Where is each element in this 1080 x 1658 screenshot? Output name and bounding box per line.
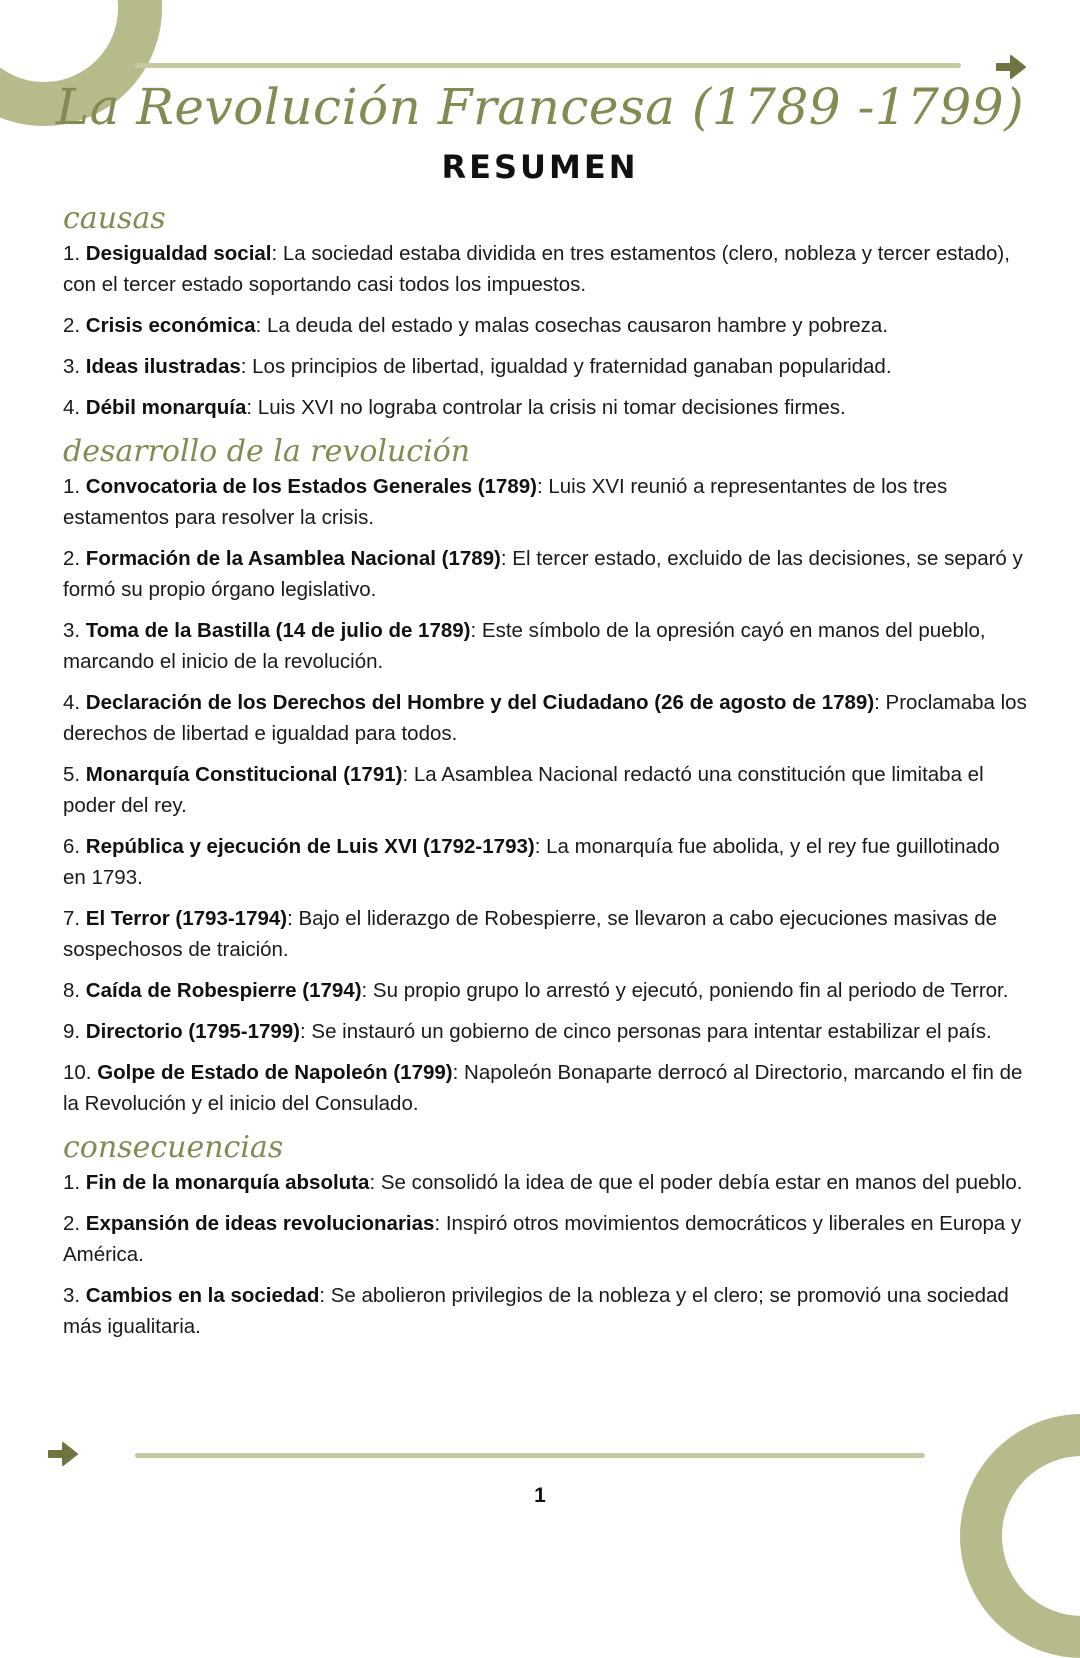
section-heading: consecuencias xyxy=(63,1130,284,1165)
list-item: 8. Caída de Robespierre (1794): Su propio grupo lo arrestó y ejecutó, poniendo fin al periodo de Terror. xyxy=(63,979,1009,1002)
page-title: La Revolución Francesa (1789 -1799) xyxy=(55,78,1025,136)
list-item: 3. Ideas ilustradas: Los principios de libertad, igualdad y fraternidad ganaban popularidad. xyxy=(63,355,892,378)
list-item: 4. Débil monarquía: Luis XVI no lograba controlar la crisis ni tomar decisiones firmes. xyxy=(63,396,846,419)
list-item: 4. Declaración de los Derechos del Hombre y del Ciudadano (26 de agosto de 1789): Proclamaba los derechos de libertad e igualdad para todos. xyxy=(63,691,1027,745)
page-subtitle: RESUMEN xyxy=(441,148,639,186)
section-desarrollo xyxy=(63,433,1028,1119)
section-heading: desarrollo de la revolución xyxy=(63,434,471,469)
section-causas xyxy=(63,200,1028,423)
corner-arc-decoration-bottom-right xyxy=(960,1414,1080,1658)
arrow-right-icon xyxy=(46,1437,80,1471)
list-item: 2. Expansión de ideas revolucionarias: Inspiró otros movimientos democráticos y liberales en Europa y América. xyxy=(63,1212,1022,1266)
list-item: 1. Fin de la monarquía absoluta: Se consolidó la idea de que el poder debía estar en manos del pueblo. xyxy=(63,1171,1023,1194)
list-item: 3. Cambios en la sociedad: Se abolieron privilegios de la nobleza y el clero; se promovió una sociedad más igualitaria. xyxy=(63,1284,1009,1338)
footer-divider xyxy=(135,1453,925,1458)
section-consecuencias xyxy=(63,1129,1028,1342)
list-item: 9. Directorio (1795-1799): Se instauró un gobierno de cinco personas para intentar estabilizar el país. xyxy=(63,1020,992,1043)
list-item: 6. República y ejecución de Luis XVI (1792-1793): La monarquía fue abolida, y el rey fue guillotinado en 1793. xyxy=(63,835,1000,889)
list-item: 7. El Terror (1793-1794): Bajo el liderazgo de Robespierre, se llevaron a cabo ejecuciones masivas de sospechosos de traición. xyxy=(63,907,998,961)
page-number: 1 xyxy=(534,1484,546,1507)
list-item: 10. Golpe de Estado de Napoleón (1799): Napoleón Bonaparte derrocó al Directorio, marcando el fin de la Revolución y el inicio del Consulado. xyxy=(63,1061,1023,1115)
list-item: 1. Convocatoria de los Estados Generales (1789): Luis XVI reunió a representantes de los tres estamentos para resolver la crisis. xyxy=(63,475,948,529)
list-item: 3. Toma de la Bastilla (14 de julio de 1789): Este símbolo de la opresión cayó en manos del pueblo, marcando el inicio de la revolución. xyxy=(63,619,986,673)
section-heading: causas xyxy=(63,201,166,236)
list-item: 1. Desigualdad social: La sociedad estaba dividida en tres estamentos (clero, nobleza y tercer estado), con el tercer estado soportando casi todos los impuestos. xyxy=(63,242,1010,296)
list-item: 5. Monarquía Constitucional (1791): La Asamblea Nacional redactó una constitución que limitaba el poder del rey. xyxy=(63,763,984,817)
header-divider xyxy=(135,63,961,68)
list-item: 2. Formación de la Asamblea Nacional (1789): El tercer estado, excluido de las decisiones, se separó y formó su propio órgano legislativo. xyxy=(63,547,1023,601)
list-item: 2. Crisis económica: La deuda del estado y malas cosechas causaron hambre y pobreza. xyxy=(63,314,889,337)
summary-content xyxy=(63,200,1028,1352)
